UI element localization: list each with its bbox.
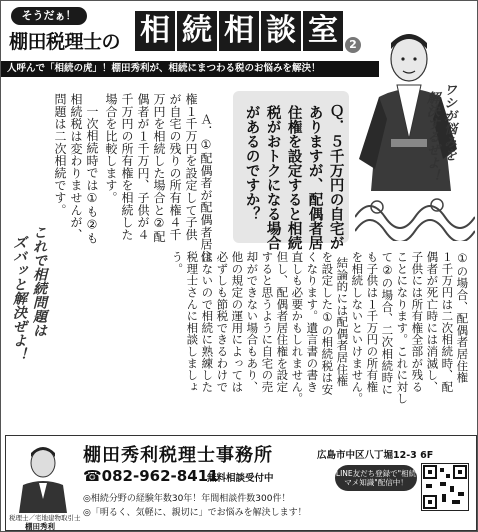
title-char-2: 続 <box>177 11 217 51</box>
question-line-4: 税がおトクになる場合 <box>264 105 281 250</box>
answer-right-line-9: 結論的には配偶者居住権 <box>335 257 350 387</box>
wave-decoration <box>355 187 475 241</box>
answer-left-line-10: 問題は二次相続です。 <box>52 93 67 216</box>
title-char-3: 相 <box>219 11 259 51</box>
answer-left-line-4: 万円を相続した場合と②配 <box>151 93 166 243</box>
answer-right-line-6: て②の場合、二次相続時に <box>380 251 395 396</box>
answer-right-line-14: すると思うように自宅の売 <box>260 251 275 393</box>
answer-right-line-15: 却ができない場合もあり、 <box>245 251 260 393</box>
answer-left-line-7: 場合を比較します。 <box>103 93 118 204</box>
answer-left-line-8: 一次相続時では①も②も <box>84 105 99 245</box>
title-char-1: 相 <box>135 11 175 51</box>
answer-right-line-17: 必ずしも節税できるわけで <box>215 251 230 393</box>
answer-left-line-3: が自宅の残りの所有権４千 <box>167 93 182 241</box>
answer-right-line-3: 偶者が死亡時には消滅し、 <box>425 251 440 393</box>
answer-right-line-4: 子供には所有権全部が残る <box>410 251 425 393</box>
footer-note-1: ◎相続分野の経験年数30年！年間相談件数300件！ <box>83 494 291 504</box>
person-name: 棚田秀利 <box>25 522 55 531</box>
answer-right-line-2: １千万円は二次相続時、配 <box>440 251 455 393</box>
free-consult-label: 無料相談受付中 <box>207 473 274 484</box>
answer-right-line-16: 他の規定の運用によっては <box>230 251 245 393</box>
answer-right-line-10: を設定した①の相続税は安 <box>320 251 335 396</box>
answer-right-line-12: 直しも必要かもしれません。 <box>290 251 305 405</box>
office-phone[interactable]: ☎082-962-8411 <box>83 467 219 485</box>
answer-right-line-11: くなります。遺言書の書き <box>305 251 320 393</box>
line-badge[interactable]: LINE友だち登録で"相続マメ知識"配信中！ <box>335 465 417 491</box>
answer-right-line-18: はないので相続に熟練した <box>200 251 215 393</box>
catchphrase-col1: ワシが悩みを <box>441 83 456 161</box>
slogan-col2: ズバッと解決ぜよ！ <box>11 235 27 361</box>
person-photo <box>11 439 75 513</box>
subtitle-bar: 人呼んで「相続の虎」！棚田秀利が、相続にまつわる税のお悩みを解決！ <box>1 61 379 77</box>
header-tag: そうだぁ！ <box>11 7 87 25</box>
answer-left-line-5: 偶者が１千万円、子供が４ <box>135 93 150 241</box>
tax-accountant-name: 棚田税理士の <box>9 31 121 53</box>
slogan-col1: これで相続問題は <box>31 225 47 337</box>
answer-left-line-2: 権１千万円を設定して子供 <box>183 93 198 241</box>
office-address: 広島市中区八丁堀12-3 6F <box>317 450 434 461</box>
office-name: 棚田秀利税理士事務所 <box>83 445 273 466</box>
answer-right-line-7: も子供は１千万円の所有権 <box>365 251 380 393</box>
answer-left-line-1: Ａ．①配偶者が配偶者居住 <box>198 113 213 263</box>
question-line-2: ありますが、配偶者居 <box>306 105 323 250</box>
answer-right-line-5: ことになります。これに対し <box>395 251 410 405</box>
question-line-5: があるのですか？ <box>243 105 260 221</box>
title-char-4: 談 <box>261 11 301 51</box>
answer-right-line-20: う。 <box>170 251 185 275</box>
footer-note-2: ◎「明るく、気軽に、親切に」でお悩みを解決します！ <box>83 508 307 518</box>
question-line-1: Ｑ．５千万円の自宅が <box>327 105 344 250</box>
title-char-5: 室 <box>303 11 343 51</box>
answer-left-line-9: 相続税は変わりませんが、 <box>68 93 83 241</box>
answer-right-line-13: 但し、配偶者居住権を設定 <box>275 251 290 393</box>
answer-left-line-6: 千万円の所有権を相続した <box>119 93 134 241</box>
catchphrase-col2: 解決するぜよ！ <box>424 91 439 182</box>
qr-code-icon[interactable] <box>421 463 469 511</box>
answer-right-line-19: 税理士さんに相談しましょ <box>185 251 200 393</box>
answer-right-line-8: を相続しないといけません。 <box>350 251 365 405</box>
person-caption: 税理士／宅地建物取引士 <box>9 514 81 522</box>
episode-number: 2 <box>345 37 361 53</box>
answer-right-line-1: ①の場合、配偶者居住権 <box>455 251 470 384</box>
question-line-3: 住権を設定すると相続 <box>285 105 302 250</box>
